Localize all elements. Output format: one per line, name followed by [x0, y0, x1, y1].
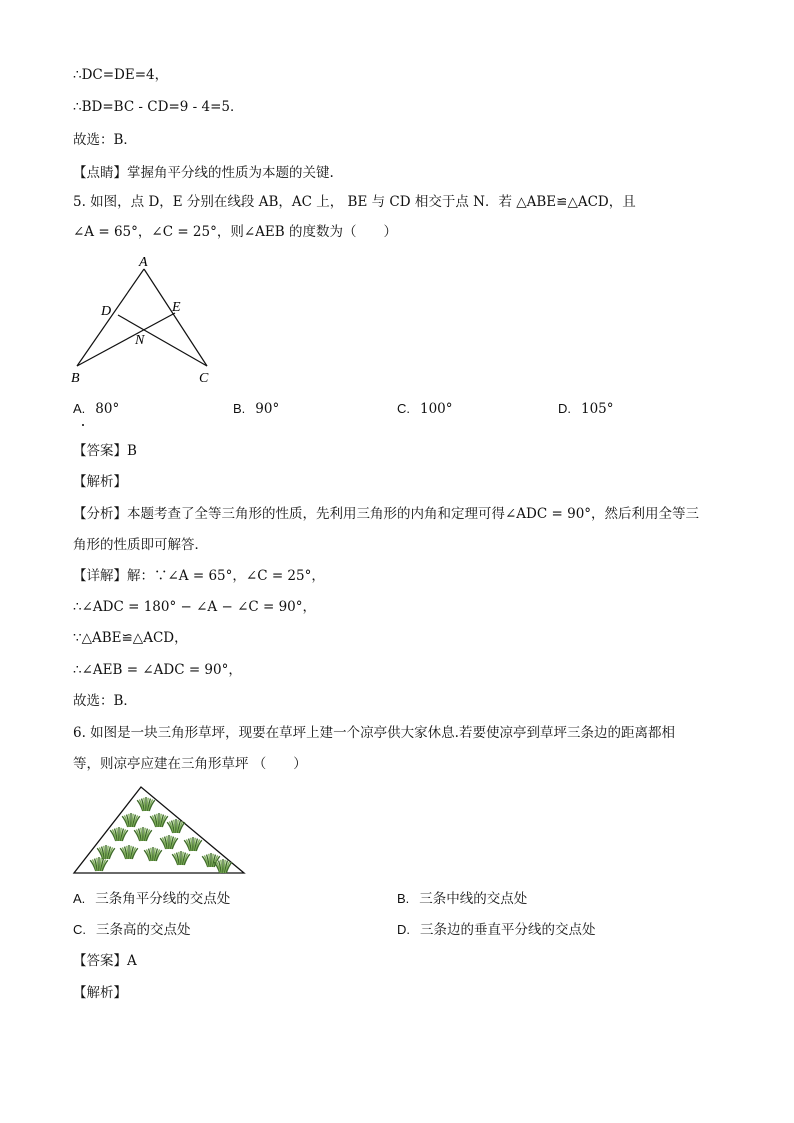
- proof-line-2: ∴BD=BC - CD=9 - 4=5．: [73, 99, 244, 115]
- analysis-line-2: 角形的性质即可解答．: [73, 537, 208, 553]
- detail-line-1: 【详解】解：∵∠A = 65°，∠C = 25°，: [73, 568, 325, 584]
- q6-option-d: [397, 921, 596, 939]
- figure-label-A: A: [139, 255, 148, 270]
- q6-option-a: [73, 890, 230, 908]
- question-5-line-2: ∠A = 65°，∠C = 25°，则∠AEB 的度数为（ ）: [73, 224, 397, 240]
- figure-label-B: B: [71, 371, 80, 386]
- detail-line-4: ∴∠AEB = ∠ADC = 90°，: [73, 662, 242, 678]
- detail-line-3: ∵△ABE≌△ACD，: [73, 630, 188, 646]
- question-5-line-1: 5. 如图，点 D，E 分别在线段 AB，AC 上， BE 与 CD 相交于点 N．若 △ABE≌△ACD，且: [73, 194, 636, 210]
- analysis-tag-5: 【解析】: [73, 474, 127, 490]
- q6-option-b: [397, 890, 527, 908]
- option-text: 三条中线的交点处: [419, 891, 528, 907]
- analysis-line-1: 【分析】本题考查了全等三角形的性质，先利用三角形的内角和定理可得∠ADC = 90°，然后利用全等三: [73, 506, 700, 522]
- q5-option-c: [397, 400, 453, 418]
- figure-label-C: C: [199, 371, 209, 386]
- figure-label-D: D: [101, 304, 112, 319]
- question-5-figure: [65, 253, 225, 388]
- question-6-line-1: 6. 如图是一块三角形草坪，现要在草坪上建一个凉亭供大家休息.若要使凉亭到草坪三条边的距离都相: [73, 725, 675, 741]
- choose-line: 故选：B．: [73, 132, 137, 148]
- q5-option-d: [558, 400, 614, 418]
- option-label: D.: [558, 401, 571, 416]
- stray-dot: [82, 424, 84, 426]
- q5-option-b: [233, 400, 279, 418]
- option-label: C.: [73, 922, 86, 937]
- proof-line-1: ∴DC=DE=4，: [73, 67, 169, 83]
- answer-5: 【答案】B: [73, 443, 137, 459]
- question-6-line-2: 等，则凉亭应建在三角形草坪 （ ）: [73, 756, 307, 772]
- answer-6: 【答案】A: [73, 953, 137, 969]
- option-text: 90°: [255, 401, 280, 417]
- analysis-tag-6: 【解析】: [73, 985, 127, 1001]
- q6-option-c: [73, 921, 191, 939]
- detail-line-2: ∴∠ADC = 180° − ∠A − ∠C = 90°，: [73, 599, 317, 615]
- option-label: B.: [397, 891, 410, 906]
- q5-option-a: [73, 400, 119, 418]
- option-label: C.: [397, 401, 410, 416]
- option-label: A.: [73, 891, 86, 906]
- option-text: 100°: [420, 401, 453, 417]
- option-label: B.: [233, 401, 246, 416]
- option-text: 三条角平分线的交点处: [95, 891, 231, 907]
- figure-label-E: E: [172, 300, 181, 315]
- option-label: A.: [73, 401, 86, 416]
- option-label: D.: [397, 922, 410, 937]
- option-text: 三条高的交点处: [96, 922, 191, 938]
- figure-label-N: N: [135, 333, 145, 348]
- option-text: 105°: [581, 401, 614, 417]
- key-point-line: 【点睛】掌握角平分线的性质为本题的关键.: [73, 165, 334, 181]
- option-text: 80°: [95, 401, 120, 417]
- detail-line-5: 故选：B．: [73, 693, 137, 709]
- option-text: 三条边的垂直平分线的交点处: [420, 922, 596, 938]
- grass-triangle-figure: [71, 784, 247, 876]
